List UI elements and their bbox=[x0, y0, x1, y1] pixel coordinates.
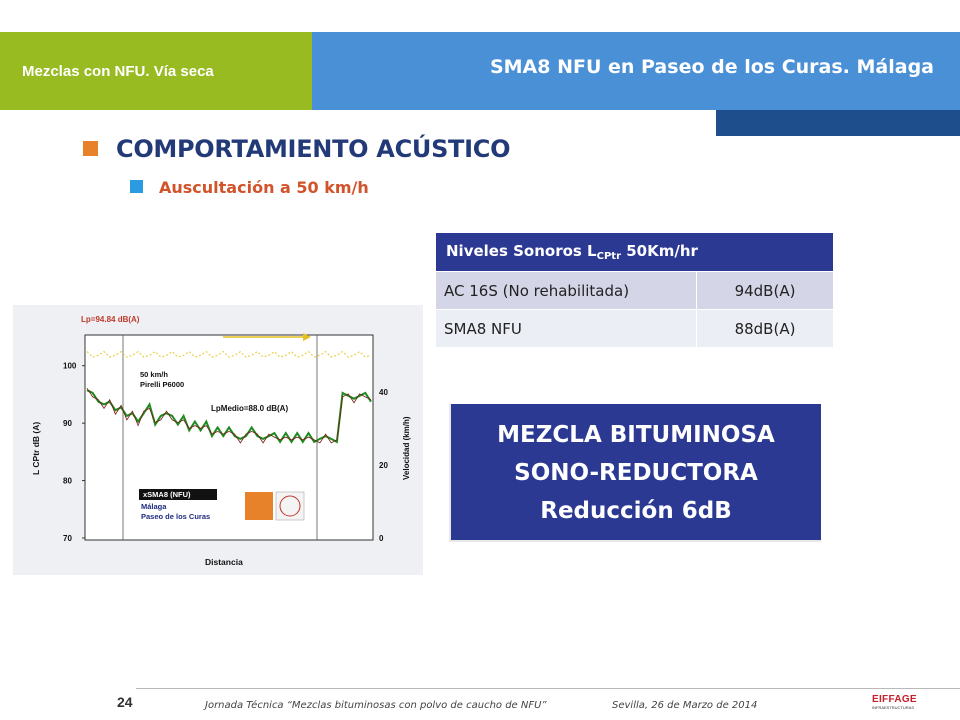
right-tick-label: 20 bbox=[379, 460, 388, 470]
footer-date: Sevilla, 26 de Marzo de 2014 bbox=[612, 700, 758, 711]
callout-box bbox=[449, 404, 821, 542]
subheading-bullet-icon bbox=[130, 180, 143, 193]
logo-subtext: INFRAESTRUCTURAS bbox=[872, 705, 915, 710]
footer-divider bbox=[136, 688, 960, 689]
right-tick-label: 40 bbox=[379, 387, 388, 397]
heading-bullet-icon bbox=[83, 141, 98, 156]
table-cell-label: AC 16S (No rehabilitada) bbox=[436, 272, 697, 310]
table-header-main: Niveles Sonoros L bbox=[446, 242, 597, 260]
right-tick-label: 0 bbox=[379, 534, 384, 543]
table-row bbox=[436, 310, 834, 348]
main-heading: COMPORTAMIENTO ACÚSTICO bbox=[116, 135, 511, 163]
legend-box-label: xSMA8 (NFU) bbox=[143, 490, 191, 499]
tire-label: Pirelli P6000 bbox=[140, 380, 185, 389]
subheading: Auscultación a 50 km/h bbox=[159, 178, 369, 197]
speed-label: 50 km/h bbox=[140, 370, 168, 379]
footer-event: Jornada Técnica “Mezclas bituminosas con polvo de caucho de NFU” bbox=[205, 700, 547, 711]
x-axis-label: Distancia bbox=[205, 557, 243, 567]
table-row bbox=[436, 272, 834, 310]
table-cell-value: 88dB(A) bbox=[697, 310, 834, 348]
logo-text: EIFFAGE bbox=[872, 694, 917, 705]
noise-levels-table bbox=[435, 232, 834, 348]
header-accent-bar bbox=[716, 110, 960, 136]
y-axis-label-right: Velocidad (km/h) bbox=[402, 416, 411, 480]
left-tick-label: 80 bbox=[63, 476, 72, 486]
table-cell-value: 94dB(A) bbox=[697, 272, 834, 310]
table-cell-label: SMA8 NFU bbox=[436, 310, 697, 348]
lp-label: Lp=94.84 dB(A) bbox=[81, 315, 140, 324]
legend-city: Málaga bbox=[141, 502, 167, 511]
callout-line2: SONO-REDUCTORA bbox=[514, 460, 758, 486]
left-tick-label: 70 bbox=[63, 534, 72, 543]
lpmedio-label: LpMedio=88.0 dB(A) bbox=[211, 404, 289, 413]
header-section-label: Mezclas con NFU. Vía seca bbox=[22, 63, 214, 80]
left-tick-label: 100 bbox=[63, 361, 77, 371]
noise-chart-svg bbox=[13, 305, 423, 575]
callout-line3: Reducción 6dB bbox=[540, 498, 732, 524]
legend-street: Paseo de los Curas bbox=[141, 512, 211, 521]
y-axis-label-left: L CPtr dB (A) bbox=[31, 421, 41, 475]
noise-chart bbox=[13, 305, 423, 575]
logo-cedex-icon bbox=[245, 492, 273, 520]
table-header bbox=[436, 233, 834, 272]
page-number: 24 bbox=[117, 694, 133, 710]
table-header-rest: 50Km/hr bbox=[621, 242, 698, 260]
company-logo bbox=[872, 694, 917, 710]
slide-title: SMA8 NFU en Paseo de los Curas. Málaga bbox=[489, 56, 934, 78]
table-header-sub: CPtr bbox=[596, 251, 622, 262]
callout-line1: MEZCLA BITUMINOSA bbox=[497, 422, 775, 448]
left-tick-label: 90 bbox=[63, 419, 72, 429]
